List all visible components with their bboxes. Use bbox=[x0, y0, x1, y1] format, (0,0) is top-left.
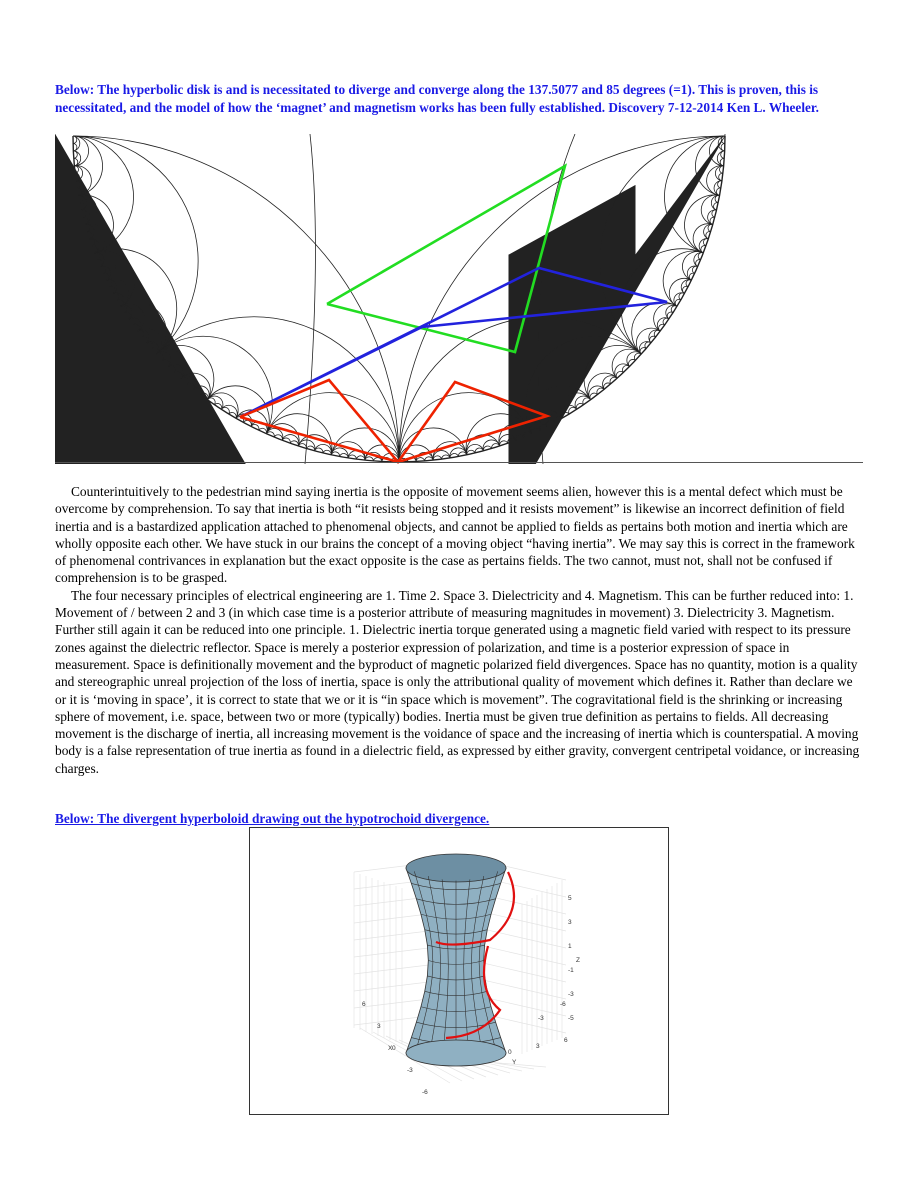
z-tick-label: 5 bbox=[568, 895, 572, 902]
z-tick-label: 1 bbox=[568, 943, 572, 950]
figure-caption-top: Below: The hyperbolic disk is and is necessitated to diverge and converge along the 137.5077 and 85 degrees (=1). This is proven, this is necessitated, and the model of how the ‘magnet’ and magnetism works has been fully established. Discovery 7-12-2014 Ken L. Wheeler. bbox=[55, 82, 819, 115]
bottom-rim bbox=[406, 1040, 506, 1066]
horizontal-rule bbox=[55, 462, 863, 463]
z-tick-label: -1 bbox=[568, 967, 574, 974]
body-text bbox=[55, 483, 865, 777]
z-tick-label: -3 bbox=[568, 991, 574, 998]
x-tick-label: 0 bbox=[392, 1045, 396, 1052]
y-tick-label: -3 bbox=[538, 1015, 544, 1022]
y-tick-label: 6 bbox=[564, 1037, 568, 1044]
z-axis-label: Z bbox=[576, 957, 580, 964]
x-tick-label: -6 bbox=[422, 1089, 428, 1096]
top-rim bbox=[406, 854, 506, 882]
hyperboloid-figure bbox=[249, 827, 669, 1115]
x-axis-label: X bbox=[388, 1045, 393, 1052]
hyperbolic-disk-svg bbox=[55, 134, 863, 464]
hyperboloid-plot bbox=[250, 828, 668, 1114]
x-tick-label: 3 bbox=[377, 1023, 381, 1030]
y-tick-label: -6 bbox=[560, 1001, 566, 1008]
y-tick-label: 3 bbox=[536, 1043, 540, 1050]
paragraph: The four necessary principles of electrical engineering are 1. Time 2. Space 3. Dielectricity and 4. Magnetism. This can be further reduced into: 1. Movement of / between 2 and 3 (in which case time is a posterior attribute of measuring magnitudes in movement) 3. Dielectricity 3. Magnetism. Further still again it can be reduced into one principle. 1. Dielectric inertia torque generated using a magnetic field varied with respect to its pressure zones against the dielectric reflector. Space is merely a posterior expression of polarization, and time is a posterior expression of space in measurement. Space is definitionally movement and the byproduct of magnetic polarized field divergences. Space has no quantity, motion is a quality and stereographic unreal projection of the loss of inertia, space is only the attributional quality of movement which defines it. Rather than declare we or it is ‘moving in space’, it is correct to state that we or it is “in space which is movement”. The cogravitational field is the shrinking or increasing sphere of movement, i.e. space, between two or more (typically) bodies. Inertia must be given true definition as pertains to fields. All decreasing movement is the discharge of inertia, all increasing movement is the voidance of space and the increasing of inertia which is counterspatial. A moving body is a false representation of true inertia as found in a dielectric field, as expressed by either gravity, convergent centripetal voidance, or increasing charges. bbox=[55, 587, 860, 776]
y-axis-label: Y bbox=[512, 1059, 517, 1066]
x-tick-label: 6 bbox=[362, 1001, 366, 1008]
paragraph: Counterintuitively to the pedestrian mind saying inertia is the opposite of movement seems alien, however this is a mental defect which must be overcome by comprehension. To say that inertia is both “it resists being stopped and it resists movement” is likewise an incorrect definition of field inertia and is a bastardized application attached to phenomenal objects, and cannot be applied to fields as pertains both motion and inertia which are wholly opposite each other. We have stuck in our brains the concept of a moving object “having inertia”. We may say this is correct in the framework of phenomenal contrivances in explanation but the exact opposite is the case as pertains fields. The two cannot, must not, shall not be confused if comprehension is to be grasped. bbox=[55, 484, 855, 586]
x-tick-label: -3 bbox=[407, 1067, 413, 1074]
y-tick-label: 0 bbox=[508, 1049, 512, 1056]
z-tick-label: -5 bbox=[568, 1015, 574, 1022]
z-tick-label: 3 bbox=[568, 919, 572, 926]
figure-caption-bottom: Below: The divergent hyperboloid drawing out the hypotrochoid divergence. bbox=[55, 811, 490, 826]
hyperbolic-disk-figure bbox=[55, 134, 863, 464]
